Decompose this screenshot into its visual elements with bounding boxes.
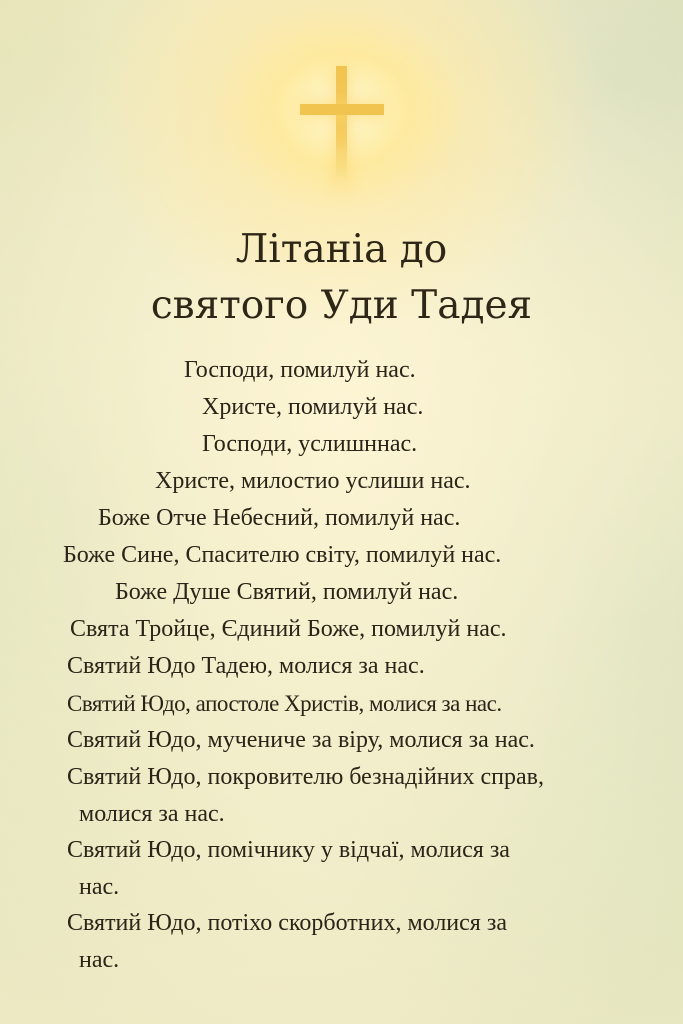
litany-line: Господи, услишннас. [202, 431, 418, 457]
litany-line: Святий Юдо, мучениче за віру, молися за нас. [67, 727, 535, 753]
litany-line: Святий Юдо, покровителю безнадійних справ, молися за нас. [67, 764, 544, 827]
litany-line: Боже Сине, Спасителю світу, помилуй нас. [63, 542, 502, 568]
litany-line: Господи, помилуй нас. [184, 357, 416, 383]
cross-horizontal-beam [300, 104, 384, 115]
litany-line: Христе, милостио услиши нас. [155, 468, 471, 494]
litany-line: Святий Юдо Тадею, молися за нас. [67, 653, 425, 679]
cross-icon [300, 66, 384, 186]
litany-list [0, 352, 683, 978]
litany-line: Христе, помилуй нас. [202, 394, 424, 420]
title-line-1: Літаніа до [235, 227, 448, 272]
litany-line: Боже Душе Святий, помилуй нас. [115, 579, 459, 605]
litany-line: Святий Юдо, потіхо скорботних, молися за нас. [67, 910, 507, 973]
litany-line: Святий Юдо, апостоле Христів, молися за нас. [67, 691, 502, 716]
litany-line: Святий Юдо, помічнику у відчаї, молися за нас. [67, 837, 510, 900]
cross-vertical-beam [336, 66, 347, 186]
litany-line: Свята Тройце, Єдиний Боже, помилуй нас. [70, 616, 507, 642]
litany-line: Боже Отче Небесний, помилуй нас. [98, 505, 461, 531]
title-line-2: святого Уди Тадея [150, 283, 533, 328]
page-title [0, 222, 683, 334]
